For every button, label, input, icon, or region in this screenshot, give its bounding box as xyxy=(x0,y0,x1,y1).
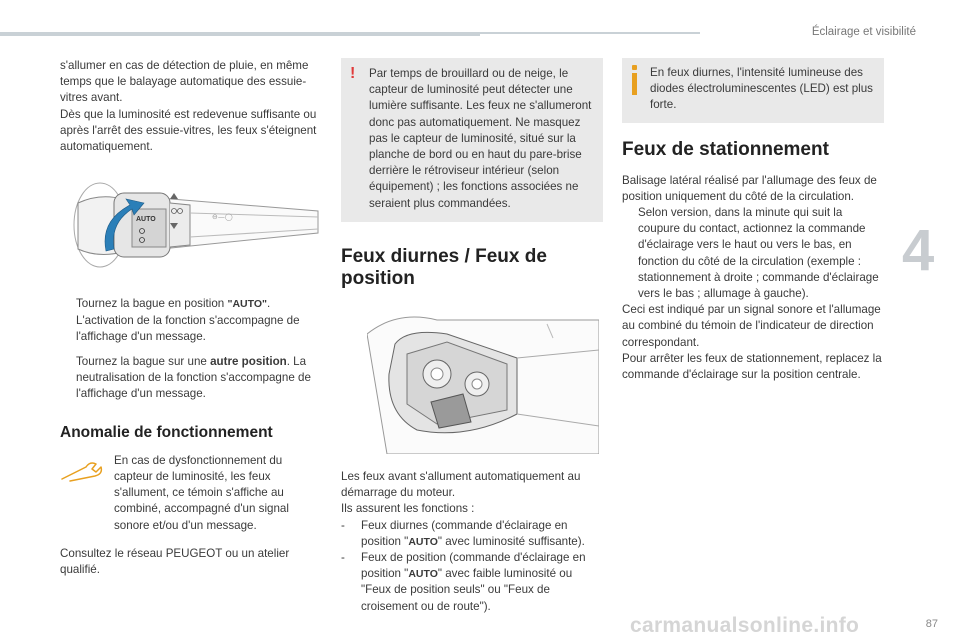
intro-paragraph-2: Dès que la luminosité est redevenue suffisante ou après l'arrêt des essuie-vitres, les feux s'éteignent automatiquement. xyxy=(60,107,317,154)
bullet-marker xyxy=(60,354,76,403)
watermark: carmanualsonline.info xyxy=(630,614,860,637)
header-rule-left xyxy=(0,32,480,36)
section-title: Éclairage et visibilité xyxy=(811,26,916,38)
header-rule-right xyxy=(480,32,700,34)
intro-paragraph-1: s'allumer en cas de détection de pluie, en même temps que le balayage automatique des essuie-vitres avant. xyxy=(60,59,309,105)
chapter-number: 4 xyxy=(902,218,935,283)
dash-item-daytime: - Feux diurnes (commande d'éclairage en position "AUTO" avec luminosité suffisante). xyxy=(341,518,585,548)
parking-para-2: Ceci est indiqué par un signal sonore et l'allumage au combiné du témoin de l'indicateur de direction correspondant. xyxy=(622,303,881,349)
column-1 xyxy=(60,58,322,578)
stalk-auto-label: AUTO xyxy=(136,216,156,224)
stalk-marking-icon: ⊖—◯ xyxy=(212,213,233,222)
parking-lights-heading: Feux de stationnement xyxy=(622,138,829,160)
parking-para-1: Balisage latéral réalisé par l'allumage des feux de position uniquement du côté de la circulation. xyxy=(622,173,877,203)
anomaly-heading: Anomalie de fonctionnement xyxy=(60,423,273,441)
daytime-para-1: Les feux avant s'allument automatiquement au démarrage du moteur. xyxy=(341,470,581,500)
bullet-parking-version: Selon version, dans la minute qui suit la coupure du contact, actionnez la commande d'éclairage vers le haut ou vers le bas, en fonction du côté de la circulation (exemple : stationnement à droite ; commande d'éclairage vers le bas ; allumage à gauche). xyxy=(622,205,884,302)
warning-text: Par temps de brouillard ou de neige, le capteur de luminosité peut détecter une lumière suffisante. Les feux ne s'allumeront donc pas automatiquement. Ne masquez pas le capteur de luminosité, situé sur la planche de bord ou en haut du pare-brise derrière le rétroviseur intérieur (selon équipement) ; les fonctions associées ne seraient plus commandées. xyxy=(369,67,592,210)
headlamp-illustration xyxy=(367,314,599,454)
anomaly-text: En cas de dysfonctionnement du capteur de luminosité, les feux s'allument, ce témoin s'affiche au combiné, accompagné d'un signal sonore et/ou d'un message. xyxy=(114,453,289,532)
info-box xyxy=(622,58,884,123)
column-2 xyxy=(341,58,603,615)
info-text: En feux diurnes, l'intensité lumineuse des diodes électroluminescentes (LED) est plus forte. xyxy=(650,66,873,112)
info-icon xyxy=(632,65,638,97)
dash-item-position: - Feux de position (commande d'éclairage en position "AUTO" avec faible luminosité ou "Feux de position seuls" ou "Feux de croisement ou de route"). xyxy=(341,551,586,613)
warning-box xyxy=(341,58,603,222)
lighting-stalk-illustration xyxy=(60,181,322,269)
service-wrench-icon xyxy=(60,461,104,483)
bullet-other-position: Tournez la bague sur une autre position. La neutralisation de la fonction s'accompagne de l'affichage d'un message. xyxy=(60,354,322,403)
page-number: 87 xyxy=(925,618,938,630)
bullet-auto-position: Tournez la bague en position "AUTO". L'activation de la fonction s'accompagne de l'affichage d'un message. xyxy=(60,296,322,345)
daytime-para-2: Ils assurent les fonctions : xyxy=(341,502,475,516)
consult-network-text: Consultez le réseau PEUGEOT ou un atelier qualifié. xyxy=(60,546,290,577)
bullet-marker xyxy=(60,296,76,345)
bullet-marker xyxy=(622,205,638,302)
warning-exclamation-icon: ! xyxy=(350,65,356,82)
anomaly-block xyxy=(60,453,322,534)
parking-para-3: Pour arrêter les feux de stationnement, replacez la commande d'éclairage sur la position centrale. xyxy=(622,351,882,382)
column-3 xyxy=(622,58,884,383)
daytime-lights-heading: Feux diurnes / Feux de position xyxy=(341,245,547,289)
